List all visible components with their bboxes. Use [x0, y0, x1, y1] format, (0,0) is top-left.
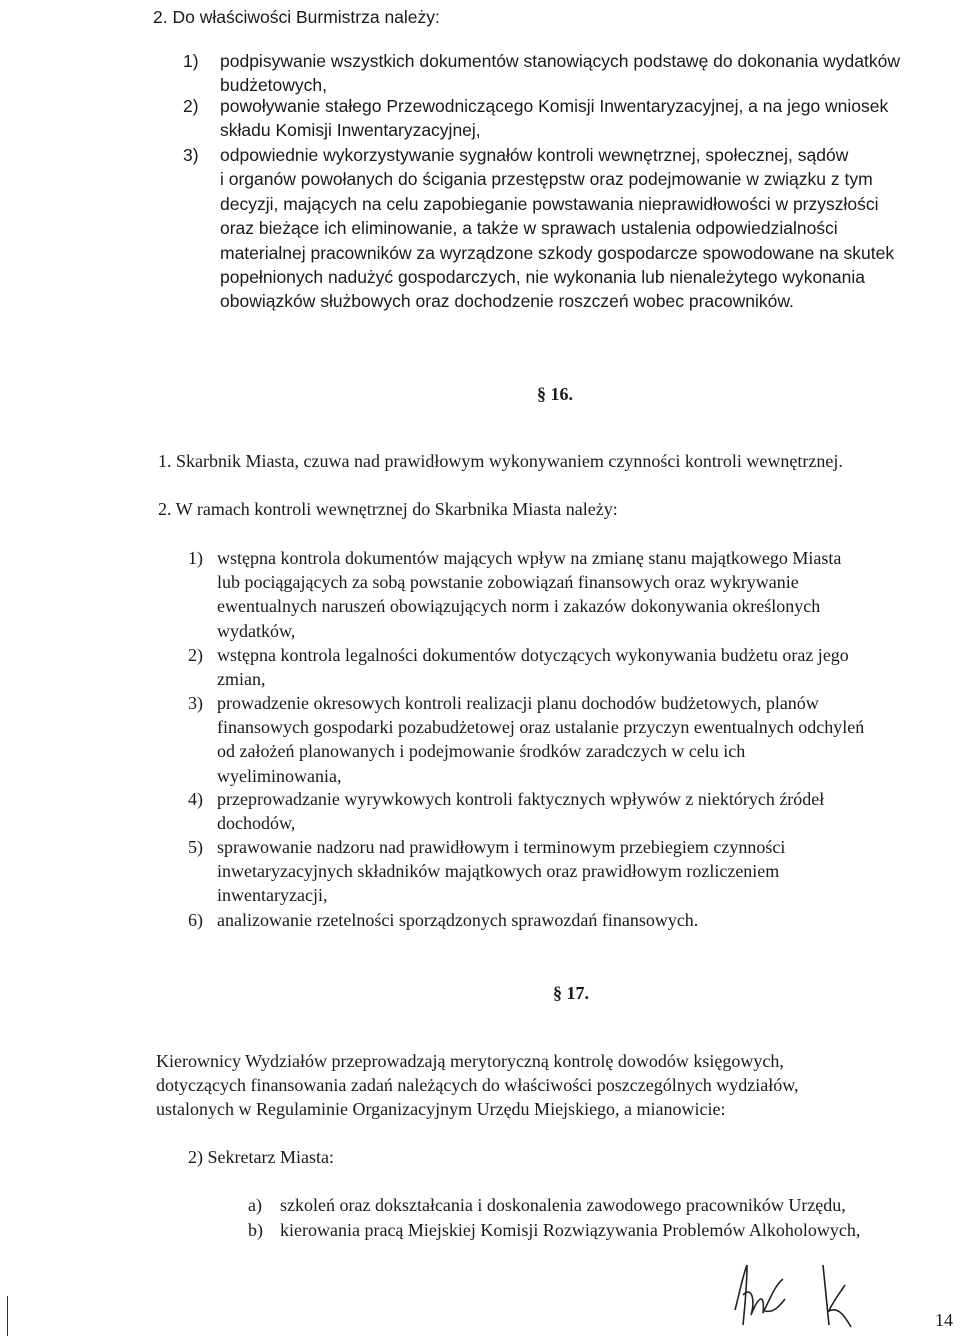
paragraph-17 — [156, 1049, 960, 1122]
text-line: oraz bieżące ich eliminowanie, a także w sprawach ustalenia odpowiedzialności — [220, 218, 838, 239]
text-line: odpowiednie wykorzystywanie sygnałów kontroli wewnętrznej, społecznej, sądów — [220, 145, 849, 165]
list-item-text — [217, 546, 959, 643]
list-number: 1) — [183, 51, 199, 71]
list-number: 6) — [188, 910, 203, 930]
text-line: wydatków, — [217, 620, 296, 641]
section-heading-16: § 16. — [537, 384, 573, 404]
text-line: wyeliminowania, — [217, 765, 342, 786]
text-line: ustalonych w Regulaminie Organizacyjnym Urzędu Miejskiego, a mianowicie: — [156, 1099, 726, 1120]
sub-heading: 2) Sekretarz Miasta: — [188, 1147, 334, 1167]
text-line: inwetaryzacyjnych składników majątkowych oraz prawidłowym rozliczeniem — [217, 861, 780, 882]
text-line: inwentaryzacji, — [217, 885, 328, 906]
paragraph-2: 2. W ramach kontroli wewnętrznej do Skarbnika Miasta należy: — [158, 499, 618, 519]
text-line: od założeń planowanych i podejmowanie środków zaradczych w celu ich — [217, 741, 746, 762]
text-line: dochodów, — [217, 813, 296, 834]
text-line: wstępna kontrola legalności dokumentów dotyczących wykonywania budżetu oraz jego — [217, 645, 849, 665]
text-line: Kierownicy Wydziałów przeprowadzają merytoryczną kontrolę dowodów księgowych, — [156, 1051, 784, 1071]
section-heading-17: § 17. — [553, 983, 589, 1003]
list-number: 5) — [188, 837, 203, 857]
list-number: 3) — [188, 693, 203, 713]
list-item-text — [220, 94, 960, 142]
list-item-text: kierowania pracą Miejskiej Komisji Rozwiązywania Problemów Alkoholowych, — [280, 1220, 861, 1240]
list-item-text: szkoleń oraz dokształcania i doskonalenia zawodowego pracowników Urzędu, — [280, 1195, 846, 1215]
text-line: podpisywanie wszystkich dokumentów stanowiących podstawę do dokonania wydatków — [220, 51, 900, 71]
text-line: sprawowanie nadzoru nad prawidłowym i terminowym przebiegiem czynności — [217, 837, 786, 857]
list-item-text — [217, 787, 959, 835]
list-item-text — [217, 643, 959, 691]
text-line: budżetowych, — [220, 75, 328, 96]
list-number: 2) — [188, 645, 203, 665]
list-item-text — [217, 691, 959, 788]
list-number: 3) — [183, 145, 199, 165]
text-line: materialnej pracowników za wyrządzone szkody gospodarcze spowodowane na skutek — [220, 242, 895, 263]
text-line: ewentualnych naruszeń obowiązujących norm i zakazów dokonywania określonych — [217, 596, 821, 617]
list-item-text — [220, 49, 955, 97]
text-line: dotyczących finansowania zadań należących do właściwości poszczególnych wydziałów, — [156, 1075, 799, 1096]
list-letter: a) — [248, 1195, 262, 1215]
text-line: wstępna kontrola dokumentów mających wpływ na zmianę stanu majątkowego Miasta — [217, 548, 842, 568]
text-line: prowadzenie okresowych kontroli realizacji planu dochodów budżetowych, planów — [217, 693, 819, 713]
list-item-text — [217, 908, 959, 932]
text-line: powoływanie stałego Przewodniczącego Komisji Inwentaryzacyjnej, a na jego wniosek — [220, 96, 889, 116]
text-line: obowiązków służbowych oraz dochodzenie roszczeń wobec pracowników. — [220, 291, 794, 312]
text-line: analizowanie rzetelności sporządzonych sprawozdań finansowych. — [217, 910, 699, 930]
list-letter: b) — [248, 1220, 263, 1240]
item-2-heading: 2. Do właściwości Burmistrza należy: — [153, 7, 440, 27]
list-number: 2) — [183, 96, 199, 116]
text-line: składu Komisji Inwentaryzacyjnej, — [220, 120, 481, 141]
text-line: i organów powołanych do ścigania przestępstw oraz podejmowanie w związku z tym — [220, 169, 873, 190]
list-item-text — [217, 835, 959, 908]
text-line: lub pociągających za sobą powstanie zobowiązań finansowych oraz wykrywanie — [217, 572, 799, 593]
paragraph-1: 1. Skarbnik Miasta, czuwa nad prawidłowym wykonywaniem czynności kontroli wewnętrznej. — [158, 451, 843, 471]
text-line: finansowych gospodarki pozabudżetowej oraz ustalanie przyczyn ewentualnych odchyleń — [217, 717, 865, 738]
text-line: zmian, — [217, 669, 266, 690]
signature-initials — [725, 1255, 905, 1339]
page-number: 14 — [935, 1310, 953, 1330]
margin-mark — [7, 1296, 8, 1336]
text-line: przeprowadzanie wyrywkowych kontroli faktycznych wpływów z niektórych źródeł — [217, 789, 825, 809]
text-line: decyzji, mających na celu zapobieganie powstawania nieprawidłowości w przyszłości — [220, 193, 879, 214]
list-number: 4) — [188, 789, 203, 809]
list-number: 1) — [188, 548, 203, 568]
text-line: popełnionych nadużyć gospodarczych, nie wykonania lub nienależytego wykonania — [220, 267, 866, 288]
list-item-text — [220, 143, 958, 314]
